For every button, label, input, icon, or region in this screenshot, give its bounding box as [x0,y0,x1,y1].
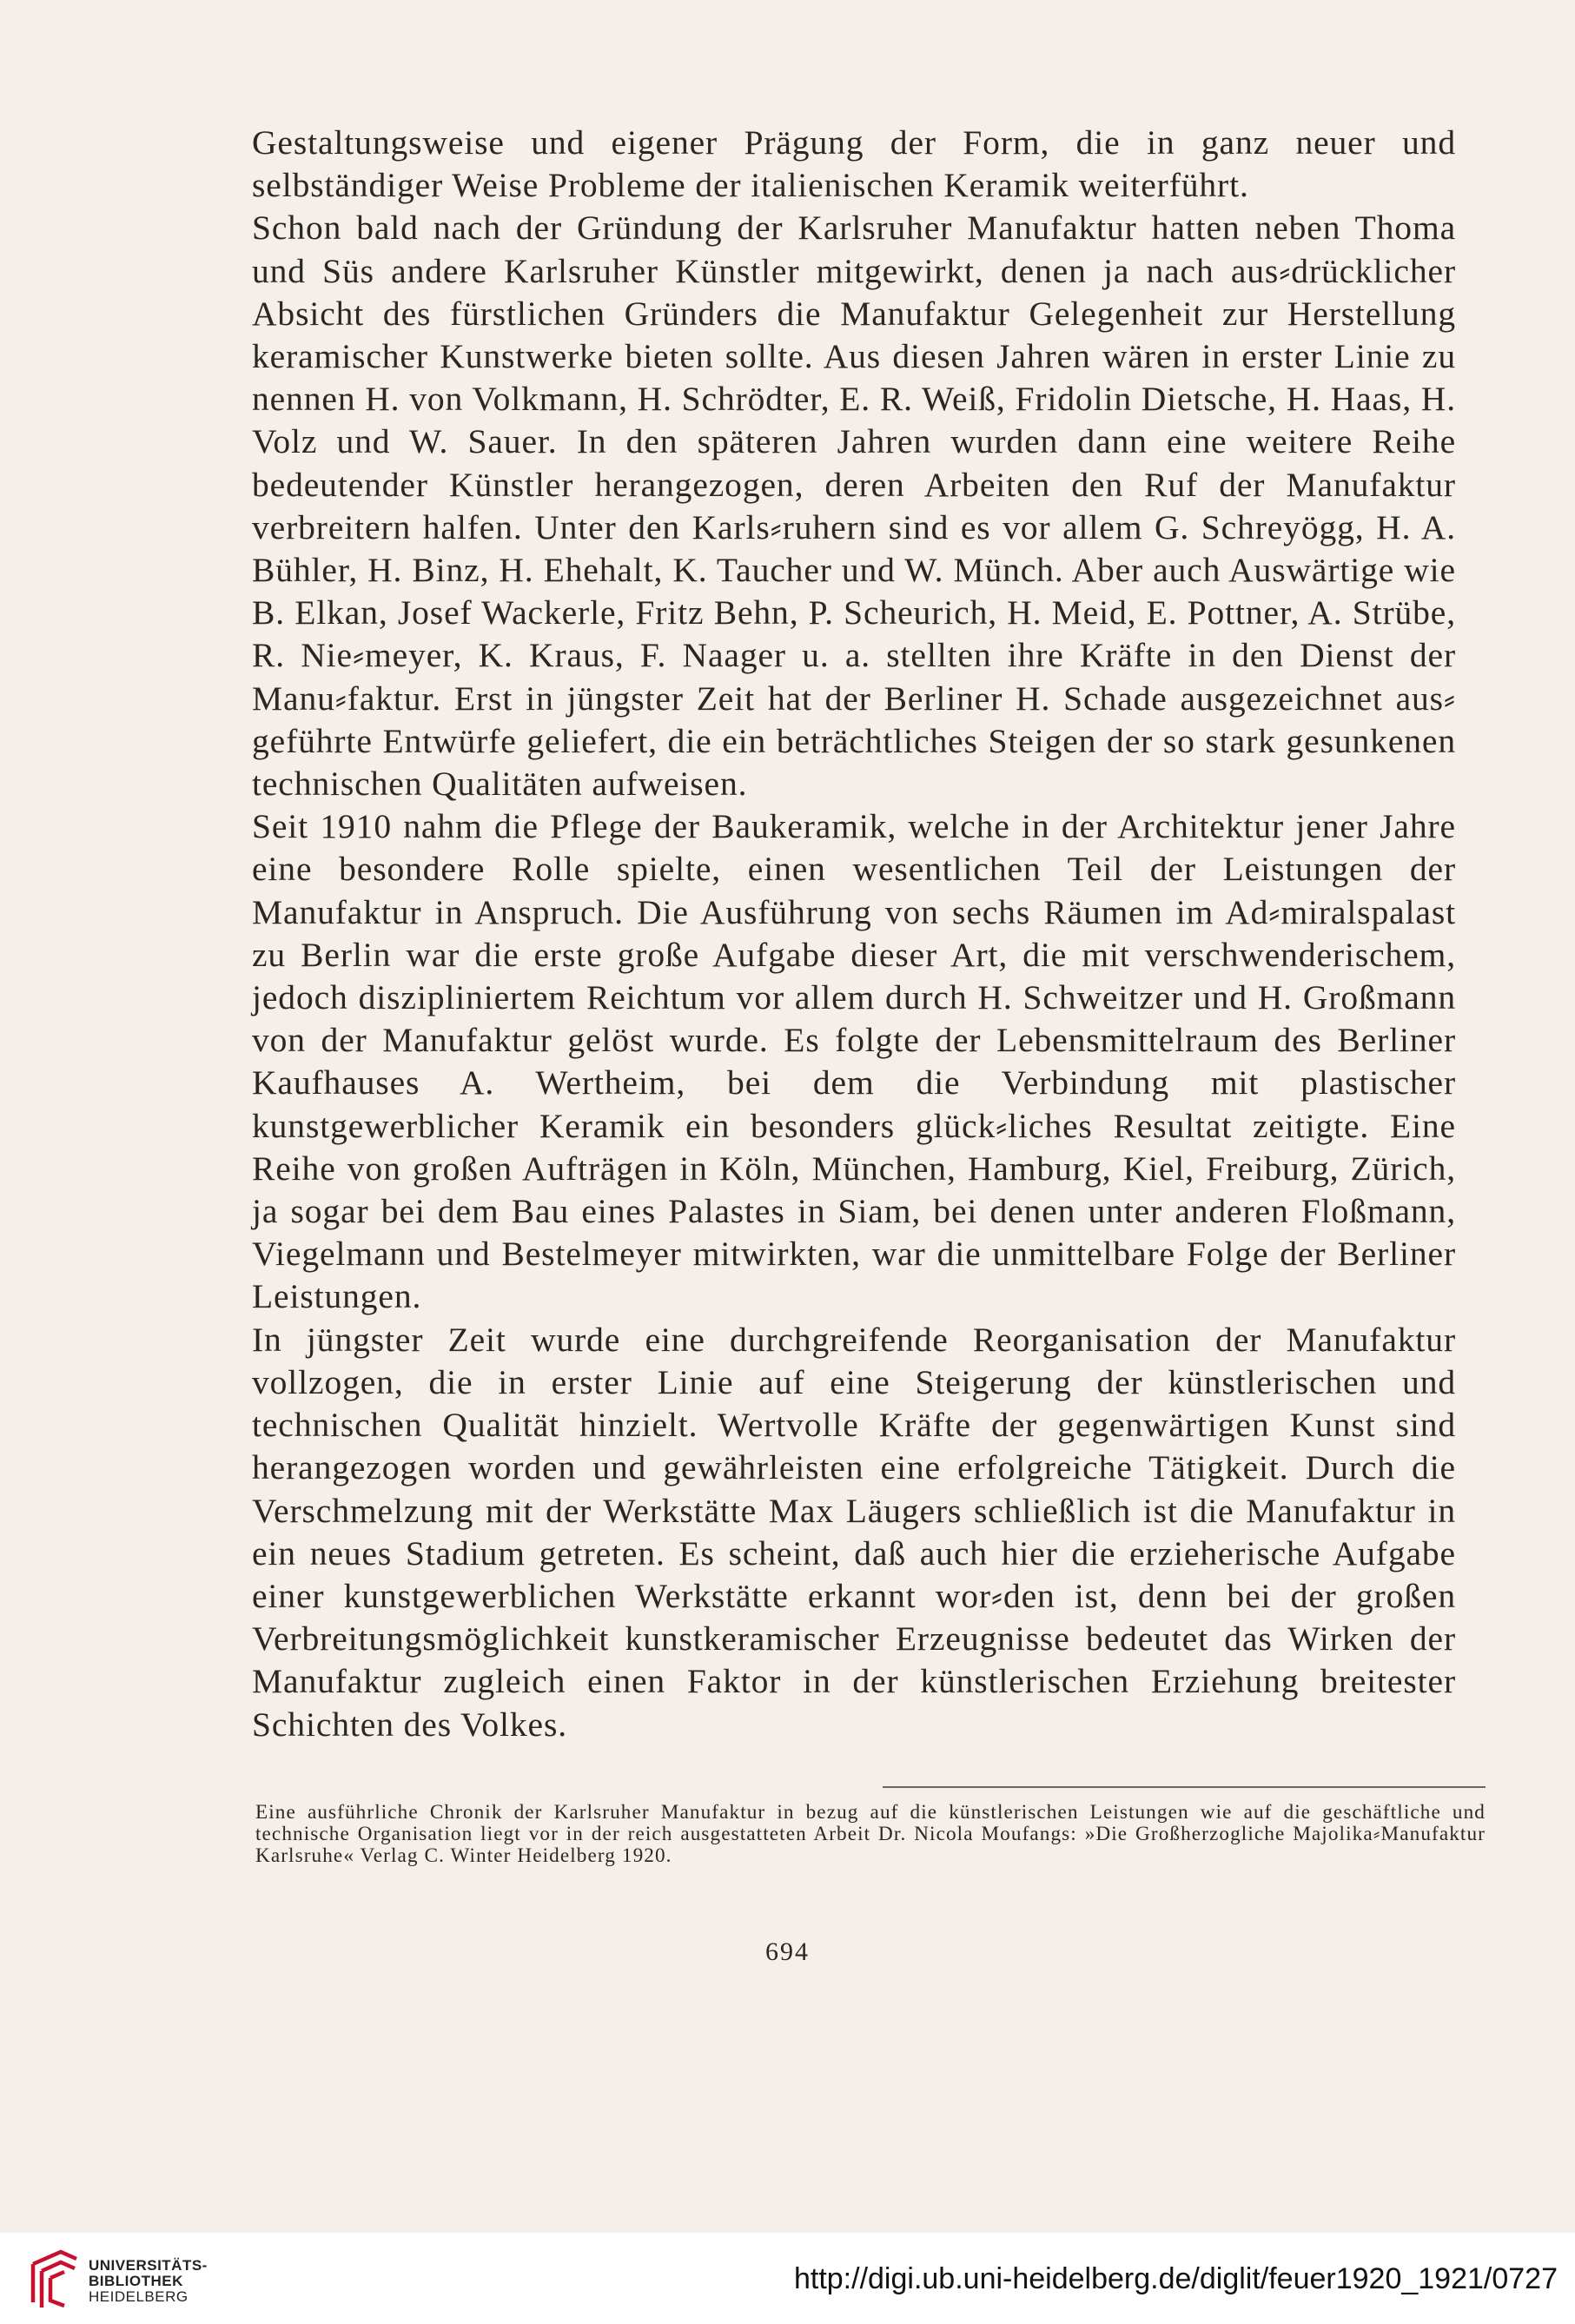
library-name-line3: HEIDELBERG [89,2288,189,2305]
footnote-divider [883,1786,1486,1788]
paragraph-4: In jüngster Zeit wurde eine durchgreifende Reorganisation der Manufaktur vollzogen, die in erster Linie auf eine Steigerung der künstlerischen und technischen Qualität hinzielt. Wertvolle Kräfte der gegenwärtigen Kunst sind herangezogen worden und gewährleisten eine erfolgreiche Tätigkeit. Durch die Verschmelzung mit der Werkstätte Max Läugers schließlich ist die Manufaktur in ein neues Stadium getreten. Es scheint, daß auch hier die erzieherische Aufgabe einer kunstgewerblichen Werkstätte erkannt wor⸗den ist, denn bei der großen Verbreitungsmöglichkeit kunstkeramischer Erzeugnisse bedeutet das Wirken der Manufaktur zugleich einen Faktor in der künstlerischen Erziehung breitester Schichten des Volkes. [252,1320,1456,1744]
paragraph-2: Schon bald nach der Gründung der Karlsruher Manufaktur hatten neben Thoma und Süs andere Karlsruher Künstler mitgewirkt, denen ja nach aus⸗drücklicher Absicht des fürstlichen Gründers die Manufaktur Gelegenheit zur Herstellung keramischer Kunstwerke bieten sollte. Aus diesen Jahren wären in erster Linie zu nennen H. von Volkmann, H. Schrödter, E. R. Weiß, Fridolin Dietsche, H. Haas, H. Volz und W. Sauer. In den späteren Jahren wurden dann eine weitere Reihe bedeutender Künstler herangezogen, deren Arbeiten den Ruf der Manufaktur verbreitern halfen. Unter den Karls⸗ruhern sind es vor allem G. Schreyögg, H. A. Bühler, H. Binz, H. Ehehalt, K. Taucher und W. Münch. Aber auch Auswärtige wie B. Elkan, Josef Wackerle, Fritz Behn, P. Scheurich, H. Meid, E. Pottner, A. Strübe, R. Nie⸗meyer, K. Kraus, F. Naager u. a. stellten ihre Kräfte in den Dienst der Manu⸗faktur. Erst in jüngster Zeit hat der Berliner H. Schade ausgezeichnet aus⸗geführte Entwürfe geliefert, die ein beträchtliches Steigen der so stark gesunkenen technischen Qualitäten aufweisen. [252,209,1456,804]
footnote: Eine ausführliche Chronik der Karlsruher Manufaktur in bezug auf die künstlerischen Leistungen wie auf die geschäftliche und technische Organisation liegt vor in der reich ausgestatteten Arbeit Dr. Nicola Moufangs: »Die Großherzogliche Majolika⸗Manufaktur Karlsruhe« Verlag C. Winter Heidelberg 1920. [255,1801,1486,1867]
ub-heidelberg-logo-icon[interactable] [26,2245,96,2314]
source-url-link[interactable]: http://digi.ub.uni-heidelberg.de/diglit/feuer1920_1921/0727 [793,2262,1558,2295]
paragraph-3: Seit 1910 nahm die Pflege der Baukeramik, welche in der Architektur jener Jahre eine besondere Rolle spielte, einen wesentlichen Teil der Leistungen der Manufaktur in Anspruch. Die Ausführung von sechs Räumen im Ad⸗miralspalast zu Berlin war die erste große Aufgabe dieser Art, die mit verschwenderischem, jedoch diszipliniertem Reichtum vor allem durch H. Schweitzer und H. Großmann von der Manufaktur gelöst wurde. Es folgte der Lebensmittelraum des Berliner Kaufhauses A. Wertheim, bei dem die Verbindung mit plastischer kunstgewerblicher Keramik ein besonders glück⸗liches Resultat zeitigte. Eine Reihe von großen Aufträgen in Köln, München, Hamburg, Kiel, Freiburg, Zürich, ja sogar bei dem Bau eines Palastes in Siam, bei denen unter anderen Floßmann, Viegelmann und Bestelmeyer mitwirkten, war die unmittelbare Folge der Berliner Leistungen. [252,807,1456,1316]
paragraph-1: Gestaltungsweise und eigener Prägung der Form, die in ganz neuer und selbständiger Weise Probleme der italienischen Keramik weiterführt. [252,123,1456,205]
body-text [252,122,1456,1746]
library-name-line2: BIBLIOTHEK [89,2273,183,2289]
library-name-line1: UNIVERSITÄTS- [89,2257,208,2274]
library-name[interactable] [89,2258,208,2305]
page-number: 694 [765,1937,810,1966]
